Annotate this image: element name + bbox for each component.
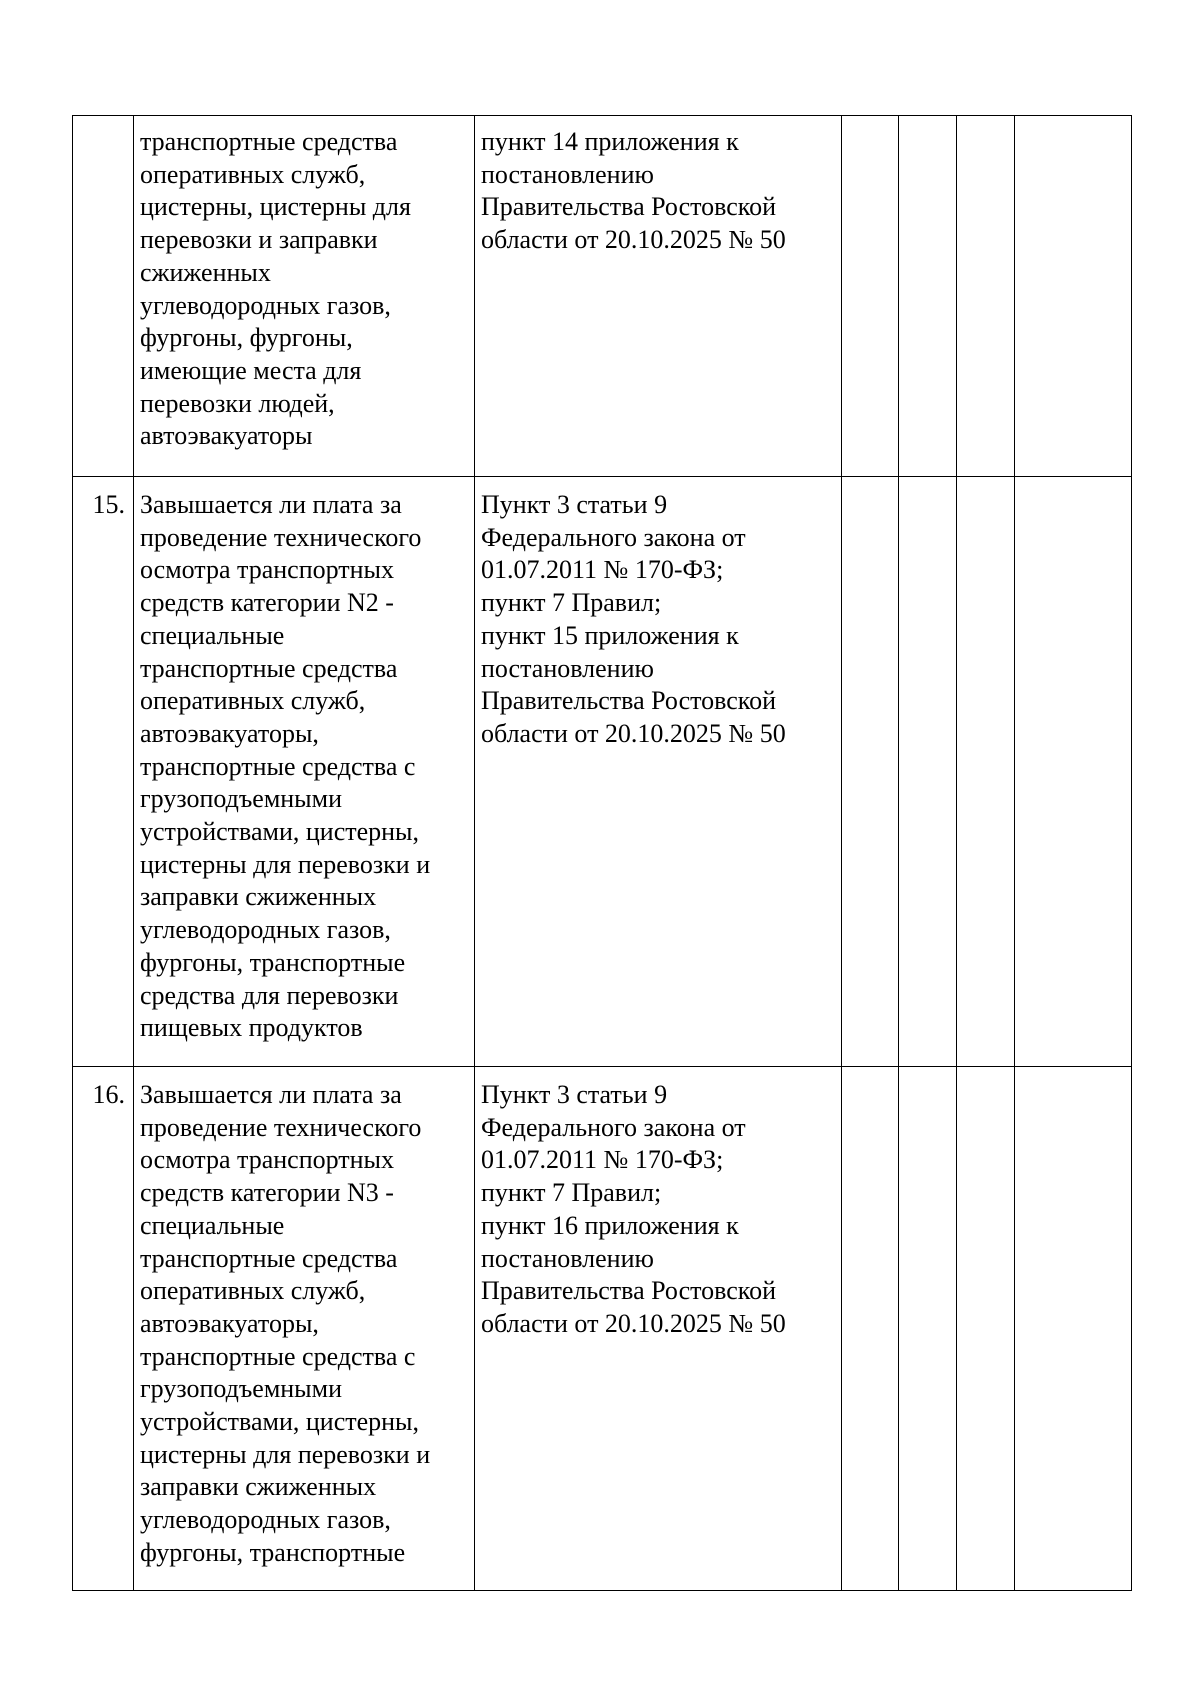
note-cell: [1015, 477, 1132, 1067]
text-line: имеющие места для: [140, 355, 362, 385]
text-line: оперативных служб,: [140, 159, 366, 189]
text-line: пункт 7 Правил;: [481, 588, 662, 618]
text-line: углеводородных газов,: [140, 1505, 391, 1535]
text-line: транспортные средства: [140, 1243, 398, 1273]
text-line: Завышается ли плата за: [140, 1080, 402, 1109]
text-line: постановлению: [481, 159, 654, 189]
question-cell: [134, 116, 475, 477]
answer-yes-cell: [842, 477, 899, 1067]
text-line: средств категории N2 -: [140, 588, 394, 618]
text-line: транспортные средства: [140, 653, 398, 683]
question-text: [134, 116, 474, 459]
text-line: области от 20.10.2025 № 50: [481, 225, 786, 255]
text-line: оперативных служб,: [140, 1276, 366, 1306]
text-line: оперативных служб,: [140, 686, 366, 716]
reference-cell: [475, 1067, 842, 1591]
text-line: автоэвакуаторы,: [140, 1308, 319, 1338]
reference-text: [475, 477, 841, 757]
text-line: устройствами, цистерны,: [140, 1407, 420, 1437]
text-line: грузоподъемными: [140, 784, 343, 814]
text-line: заправки сжиженных: [140, 1472, 377, 1502]
text-line: постановлению: [481, 1243, 654, 1273]
text-line: устройствами, цистерны,: [140, 817, 420, 847]
answer-yes-cell: [842, 1067, 899, 1591]
text-line: Пункт 3 статьи 9: [481, 490, 668, 519]
text-line: транспортные средства с: [140, 751, 416, 781]
text-line: Федерального закона от: [481, 522, 746, 552]
row-number-cell: [73, 116, 134, 477]
text-line: проведение технического: [140, 522, 422, 552]
note-cell: [1015, 1067, 1132, 1591]
text-line: цистерны для перевозки и: [140, 1439, 431, 1469]
text-line: фургоны, фургоны,: [140, 323, 353, 353]
text-line: заправки сжиженных: [140, 882, 377, 912]
question-cell: [134, 1067, 475, 1591]
reference-cell: [475, 477, 842, 1067]
text-line: цистерны для перевозки и: [140, 849, 431, 879]
answer-na-cell: [957, 1067, 1015, 1591]
text-line: перевозки людей,: [140, 388, 335, 418]
question-text: [134, 1067, 474, 1576]
text-line: специальные: [140, 1210, 285, 1240]
text-line: фургоны, транспортные: [140, 947, 406, 977]
text-line: постановлению: [481, 653, 654, 683]
question-cell: [134, 477, 475, 1067]
question-text: [134, 477, 474, 1051]
text-line: осмотра транспортных: [140, 555, 395, 585]
answer-na-cell: [957, 477, 1015, 1067]
row-number-cell: [73, 1067, 134, 1591]
text-line: средств категории N3 -: [140, 1178, 394, 1208]
answer-na-cell: [957, 116, 1015, 477]
answer-no-cell: [899, 116, 957, 477]
reference-cell: [475, 116, 842, 477]
answer-no-cell: [899, 477, 957, 1067]
row-number: 15.: [92, 490, 125, 519]
text-line: области от 20.10.2025 № 50: [481, 718, 786, 748]
reference-text: [475, 116, 841, 263]
text-line: Завышается ли плата за: [140, 490, 402, 519]
text-line: грузоподъемными: [140, 1374, 343, 1404]
text-line: перевозки и заправки: [140, 225, 378, 255]
row-number-cell: [73, 477, 134, 1067]
text-line: транспортные средства: [140, 127, 398, 156]
reference-text: [475, 1067, 841, 1347]
text-line: проведение технического: [140, 1112, 422, 1142]
table-row: [73, 116, 1132, 477]
text-line: автоэвакуаторы,: [140, 718, 319, 748]
text-line: 01.07.2011 № 170-ФЗ;: [481, 1145, 724, 1175]
text-line: пункт 15 приложения к: [481, 620, 739, 650]
text-line: пункт 7 Правил;: [481, 1178, 662, 1208]
text-line: Правительства Ростовской: [481, 1276, 777, 1306]
table-row: [73, 477, 1132, 1067]
text-line: осмотра транспортных: [140, 1145, 395, 1175]
text-line: пункт 16 приложения к: [481, 1210, 739, 1240]
text-line: средства для перевозки: [140, 980, 399, 1010]
row-number: 16.: [92, 1080, 125, 1109]
text-line: цистерны, цистерны для: [140, 192, 411, 222]
text-line: Пункт 3 статьи 9: [481, 1080, 668, 1109]
text-line: автоэвакуаторы: [140, 421, 313, 451]
answer-no-cell: [899, 1067, 957, 1591]
note-cell: [1015, 116, 1132, 477]
text-line: углеводородных газов,: [140, 915, 391, 945]
text-line: сжиженных: [140, 257, 271, 287]
text-line: 01.07.2011 № 170-ФЗ;: [481, 555, 724, 585]
text-line: Правительства Ростовской: [481, 686, 777, 716]
text-line: области от 20.10.2025 № 50: [481, 1308, 786, 1338]
answer-yes-cell: [842, 116, 899, 477]
text-line: пищевых продуктов: [140, 1013, 363, 1043]
text-line: фургоны, транспортные: [140, 1537, 406, 1567]
checklist-table: [72, 115, 1132, 1591]
text-line: углеводородных газов,: [140, 290, 391, 320]
text-line: Федерального закона от: [481, 1112, 746, 1142]
text-line: Правительства Ростовской: [481, 192, 777, 222]
text-line: пункт 14 приложения к: [481, 127, 739, 156]
table-row: [73, 1067, 1132, 1591]
text-line: транспортные средства с: [140, 1341, 416, 1371]
text-line: специальные: [140, 620, 285, 650]
